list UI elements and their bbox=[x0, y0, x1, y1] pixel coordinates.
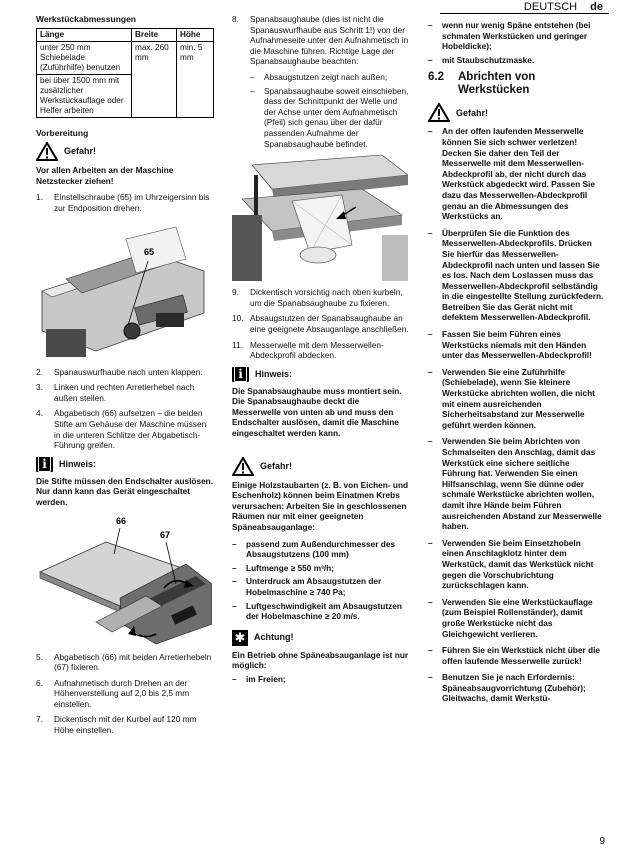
step-text: Abgabetisch (66) mit beiden Arretierhebeln (67) fixieren. bbox=[54, 651, 212, 673]
table-row bbox=[37, 41, 214, 74]
list-item: – Fassen Sie beim Führen eines Werkstücks niemals mit den Händen unter das Messerwellen-Abdeckprofil! bbox=[428, 329, 604, 361]
list-text: im Freien; bbox=[246, 673, 286, 684]
list-text: Unterdruck am Absaugstutzen der Hobelmaschine ≥ 740 Pa; bbox=[246, 576, 382, 597]
column-2 bbox=[232, 14, 410, 688]
list-text: Verwenden Sie beim Abrichten von Schmalseiten den Anschlag, damit das Werkstück eine sichere seitliche Führung hat. Verwenden Sie einen Hilfsanschlag, wenn Sie dünne oder schmale Werkstücke abrichten wollen, damit ihre Hände beim Führen ausreichenden Abstand zur Messerwelle haben. bbox=[442, 436, 602, 532]
column-3 bbox=[428, 20, 604, 710]
list-item bbox=[36, 678, 214, 710]
info-title: Hinweis: bbox=[59, 458, 97, 469]
language-label: DEUTSCH bbox=[523, 1, 578, 13]
figure-output-table bbox=[36, 514, 212, 646]
warning-text: Vor allen Arbeiten an der Maschine Netzstecker ziehen! bbox=[36, 165, 174, 186]
list-text: Absaugstutzen zeigt nach außen; bbox=[264, 71, 388, 82]
table-header-length: Länge bbox=[37, 28, 132, 41]
section-title: Abrichten von Werkstücken bbox=[458, 71, 536, 97]
page-header bbox=[524, 2, 603, 13]
list-text: Luftgeschwindigkeit am Absaugstutzen der Hobelmaschine ≥ 20 m/s. bbox=[246, 600, 402, 622]
section-number: 6.2 bbox=[428, 71, 444, 84]
info-box bbox=[232, 367, 410, 382]
section-heading bbox=[428, 71, 604, 97]
step-text: Abgabetisch (66) aufsetzen – die beiden Stifte am Gehäuse der Maschine müssen in die unteren Schlitze der Abgabetisch-Führung greifen. bbox=[54, 408, 207, 451]
list-item bbox=[36, 382, 214, 403]
step-text: Spanabsaughaube (dies ist nicht die Spanauswurfhaube aus Schritt 1!) von der Aufnahmeseite unter den Aufnahmetisch in die Maschine führen. Richtige Lage der Spanabsaughaube beachten: bbox=[250, 14, 409, 67]
list-item: – mit Staubschutzmaske. bbox=[428, 55, 604, 66]
list-item bbox=[36, 652, 214, 673]
list-item bbox=[232, 14, 410, 67]
info-icon: i bbox=[232, 367, 249, 382]
warning-text: Einige Holzstaubarten (z. B. von Eichen- und Eschenholz) können beim Einatmen Krebs verursachen: Arbeiten Sie in geschlossenen Räumen nur mit einer geeigneten Späneabsauganlage: bbox=[232, 479, 409, 533]
steps-list bbox=[232, 14, 410, 67]
warning-triangle-icon bbox=[428, 103, 450, 122]
steps-list bbox=[36, 652, 214, 736]
info-title: Hinweis: bbox=[255, 368, 293, 379]
step-text: Absaugstutzen der Spanabsaughaube an eine geeignete Absauganlage anschließen. bbox=[250, 313, 409, 334]
table-header-height: Höhe bbox=[177, 28, 214, 41]
list-item bbox=[232, 340, 410, 361]
list-item: – Unterdruck am Absaugstutzen der Hobelmaschine ≥ 740 Pa; bbox=[232, 576, 410, 597]
warning-box bbox=[36, 142, 214, 161]
list-text: Verwenden Sie eine Werkstückauflage (zum Beispiel Rollenständer), damit große Werkstücke nicht das Gleichgewicht verlieren. bbox=[442, 596, 593, 639]
info-text: Die Stifte müssen den Endschalter auslösen. Nur dann kann das Gerät eingeschaltet werden. bbox=[36, 475, 214, 507]
figure-label: 67 bbox=[160, 529, 171, 540]
language-code: de bbox=[590, 1, 603, 13]
continued-list bbox=[428, 20, 604, 65]
list-text: An der offen laufenden Messerwelle können Sie sich schwer verletzen! Decken Sie daher den Teil der Messerwelle mit dem Messerwellen-Abdeckprofil ab, der nicht durch das Werkstück abgedeckt wird. Passen Sie dazu das Messerwellen-Abdeckprofil genau an die Abmessungen des Werkstücks an. bbox=[442, 126, 595, 222]
step-number: 11. bbox=[232, 339, 243, 350]
list-item: – Luftgeschwindigkeit am Absaugstutzen der Hobelmaschine ≥ 20 m/s. bbox=[232, 601, 410, 622]
step-text: Dickentisch vorsichtig nach oben kurbeln, um die Spanabsaughaube zu fixieren. bbox=[250, 287, 403, 308]
list-item: – Spanabsaughaube soweit einschieben, dass der Schnittpunkt der Welle und der Achse unter dem Aufnahmetisch (Pfeil) sich genau über der dafür passenden Aufnahme der Spanabsaughaube befindet. bbox=[250, 85, 409, 149]
step-number: 7. bbox=[36, 714, 43, 725]
step-text: Messerwelle mit dem Messerwellen-Abdeckprofil abdecken. bbox=[250, 339, 384, 361]
info-box bbox=[36, 457, 214, 472]
step-number: 9. bbox=[232, 287, 239, 298]
list-text: Verwenden Sie beim Einsetzhobeln einen Anschlagklotz hinter dem Werkstück, damit das Werkstück nicht gegen die Vorschubrichtung zurückschlagen kann. bbox=[442, 537, 594, 591]
list-item: – An der offen laufenden Messerwelle können Sie sich schwer verletzen! Decken Sie daher den Teil der Messerwelle mit dem Messerwellen-Abdeckprofil ab, der nicht durch das Werkstück abgedeckt wird. Passen Sie dazu das Messerwellen-Abdeckprofil genau an die Abmessungen des Werkstücks an. bbox=[428, 126, 604, 221]
warning-title: Gefahr! bbox=[456, 107, 489, 118]
prep-heading: Vorbereitung bbox=[36, 127, 89, 138]
figure-label: 65 bbox=[144, 246, 155, 257]
step-text: Aufnahmetisch durch Drehen an der Höhenverstellung auf 2,0 bis 2,5 mm einstellen. bbox=[54, 677, 190, 709]
list-item: – Führen Sie ein Werkstück nicht über die offen laufende Messerwelle zurück! bbox=[428, 645, 604, 666]
caution-list bbox=[232, 674, 410, 685]
step-number: 3. bbox=[36, 382, 43, 393]
list-item: – Luftmenge ≥ 550 m³/h; bbox=[232, 563, 410, 574]
list-item: – Benutzen Sie je nach Erfordernis: Späneabsaugvorrichtung (Zubehör); Gleitwachs, damit Werkstü- bbox=[428, 672, 604, 704]
step-number: 2. bbox=[36, 366, 43, 377]
step-number: 10. bbox=[232, 313, 244, 324]
list-item bbox=[36, 367, 214, 378]
caution-text: Ein Betrieb ohne Späneabsauganlage ist nur möglich: bbox=[232, 649, 409, 671]
list-text: Überprüfen Sie die Funktion des Messerwellen-Abdeckprofils. Drücken Sie hierfür das Messerwellen-Abdeckprofil nach unten und lassen Sie es los. Nach dem Loslassen muss das Messerwellen-Abdeckprofil selbständig in die eingestellte Stellung zurückfedern. Betreiben Sie das Gerät nicht mit defektem Messerwellen-Abdeckprofil. bbox=[442, 227, 604, 323]
dims-heading: Werkstückabmessungen bbox=[36, 14, 136, 24]
list-item bbox=[232, 287, 410, 308]
step-number: 6. bbox=[36, 677, 43, 688]
list-item bbox=[36, 192, 214, 213]
info-text: Die Spanabsaughaube muss montiert sein. Die Spanabsaughaube deckt die Messerwelle von unten ab und muss den Endschalter auslösen, damit die Maschine eingeschaltet werden kann. bbox=[232, 385, 402, 439]
header-rule bbox=[440, 13, 609, 14]
caution-box bbox=[232, 630, 410, 646]
list-item: – Überprüfen Sie die Funktion des Messerwellen-Abdeckprofils. Drücken Sie hierfür das Messerwellen-Abdeckprofil nach unten und lassen Sie es los. Nach dem Loslassen muss das Messerwellen-Abdeckprofil selbständig in die eingestellte Stellung zurückfedern. Betreiben Sie das Gerät nicht mit defektem Messerwellen-Abdeckprofil. bbox=[428, 227, 604, 323]
step-text: Dickentisch mit der Kurbel auf 120 mm Höhe einstellen. bbox=[54, 714, 197, 736]
table-cell: bei über 1500 mm mit zusätzlicher Werkstückauflage oder Helfer arbeiten bbox=[37, 74, 132, 117]
info-icon: i bbox=[36, 457, 53, 472]
step-text: Linken und rechten Arretierhebel nach außen stellen. bbox=[54, 382, 195, 403]
step-text: Einstellschraube (65) im Uhrzeigersinn bis zur Endposition drehen. bbox=[54, 192, 210, 213]
list-item: – passend zum Außendurchmesser des Absaugstutzens (100 mm) bbox=[232, 539, 410, 560]
column-1 bbox=[36, 14, 214, 741]
list-item: – Verwenden Sie eine Zuführhilfe (Schiebelade), wenn Sie kleinere Werkstücke abrichten wollen, die nicht mit einem ausreichenden Sicherheitsabstand zur Messerwelle geführt werden können. bbox=[428, 367, 604, 431]
step-number: 5. bbox=[36, 651, 43, 662]
list-text: Benutzen Sie je nach Erfordernis: Späneabsaugvorrichtung (Zubehör); Gleitwachs, damit Werkstü- bbox=[442, 672, 586, 704]
figure-label: 66 bbox=[116, 515, 127, 526]
list-text: mit Staubschutzmaske. bbox=[442, 54, 535, 65]
list-item: – Verwenden Sie beim Einsetzhobeln einen Anschlagklotz hinter dem Werkstück, damit das Werkstück nicht gegen die Vorschubrichtung zurückschlagen kann. bbox=[428, 538, 604, 591]
warning-box bbox=[428, 103, 604, 122]
list-item: – wenn nur wenig Späne entstehen (bei schmalen Werkstücken und geringer Hobeldicke); bbox=[428, 20, 604, 52]
steps-list bbox=[36, 192, 214, 213]
figure-extraction-hood bbox=[232, 155, 408, 281]
steps-list bbox=[232, 287, 410, 361]
list-text: wenn nur wenig Späne entstehen (bei schmalen Werkstücken und geringer Hobeldicke); bbox=[442, 20, 591, 52]
list-item bbox=[36, 714, 214, 735]
page-number: 9 bbox=[599, 836, 605, 848]
figure-adjusting-screw bbox=[36, 219, 212, 361]
list-text: Luftmenge ≥ 550 m³/h; bbox=[246, 562, 334, 573]
list-text: Spanabsaughaube soweit einschieben, dass der Schnittpunkt der Welle und der Achse unter dem Aufnahmetisch (Pfeil) sich genau über der dafür passenden Aufnahme der Spanabsaughaube befindet. bbox=[264, 85, 409, 149]
warning-box bbox=[232, 457, 410, 476]
list-item bbox=[232, 313, 410, 334]
list-text: passend zum Außendurchmesser des Absaugstutzens (100 mm) bbox=[246, 538, 396, 560]
warning-triangle-icon bbox=[36, 142, 58, 161]
list-item: – Verwenden Sie beim Abrichten von Schmalseiten den Anschlag, damit das Werkstück eine sichere seitliche Führung hat. Verwenden Sie einen Hilfsanschlag, wenn Sie dünne oder schmale Werkstücke abrichten wollen, damit ihre Hände beim Führen ausreichenden Abstand zur Messerwelle haben. bbox=[428, 436, 604, 531]
table-cell: unter 250 mm Schiebelade (Zuführhilfe) benutzen bbox=[37, 41, 132, 74]
requirements-list bbox=[232, 539, 410, 622]
warning-title: Gefahr! bbox=[64, 146, 97, 157]
dimensions-table bbox=[36, 28, 214, 118]
step-text: Spanauswurfhaube nach unten klappen. bbox=[54, 366, 203, 377]
step-number: 8. bbox=[232, 14, 239, 24]
caution-icon: ✱ bbox=[232, 630, 248, 646]
caution-title: Achtung! bbox=[254, 632, 294, 643]
table-header-width: Breite bbox=[132, 28, 177, 41]
table-cell: max. 260 mm bbox=[132, 41, 177, 117]
step-number: 4. bbox=[36, 408, 43, 419]
list-text: Führen Sie ein Werkstück nicht über die offen laufende Messerwelle zurück! bbox=[442, 645, 600, 666]
list-item: – im Freien; bbox=[232, 674, 410, 685]
list-item: – Verwenden Sie eine Werkstückauflage (zum Beispiel Rollenständer), damit große Werkstücke nicht das Gleichgewicht verlieren. bbox=[428, 597, 604, 639]
sub-list bbox=[250, 72, 410, 149]
list-text: Fassen Sie beim Führen eines Werkstücks niemals mit den Händen unter das Messerwellen-Abdeckprofil! bbox=[442, 329, 592, 361]
warning-title: Gefahr! bbox=[260, 460, 293, 471]
warning-triangle-icon bbox=[232, 457, 254, 476]
table-cell: min. 5 mm bbox=[177, 41, 214, 117]
safety-list bbox=[428, 126, 604, 704]
list-item: – Absaugstutzen zeigt nach außen; bbox=[250, 72, 410, 83]
list-item bbox=[36, 408, 214, 450]
step-number: 1. bbox=[36, 192, 43, 203]
list-text: Verwenden Sie eine Zuführhilfe (Schiebelade), wenn Sie kleinere Werkstücke abrichten wollen, die nicht mit einem ausreichenden Sicherheitsabstand zur Messerwelle geführt werden können. bbox=[442, 366, 595, 430]
steps-list bbox=[36, 367, 214, 451]
